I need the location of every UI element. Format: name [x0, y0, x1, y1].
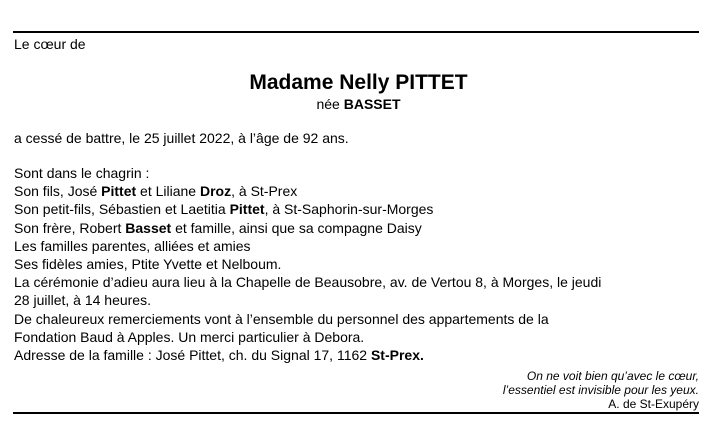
- mourner-grandson: Son petit-fils, Sébastien et Laetitia Pittet, à St-Saphorin-sur-Morges: [14, 201, 434, 218]
- mourner-friends: Ses fidèles amies, Ptite Yvette et Nelboum.: [14, 256, 282, 273]
- nee-prefix: née: [316, 96, 340, 112]
- ceremony-line-1: La cérémonie d’adieu aura lieu à la Chapelle de Beausobre, av. de Vertou 8, à Morges, le jeudi: [14, 274, 602, 291]
- maiden-name-line: [0, 95, 717, 113]
- thanks-line-2: Fondation Baud à Apples. Un merci particulier à Debora.: [14, 328, 365, 345]
- family-address: Adresse de la famille : José Pittet, ch. du Signal 17, 1162 St-Prex.: [14, 347, 424, 364]
- bottom-rule: [13, 412, 699, 414]
- maiden-name: BASSET: [343, 96, 401, 112]
- quote-block: [503, 369, 699, 411]
- death-announcement: a cessé de battre, le 25 juillet 2022, à l’âge de 92 ans.: [14, 130, 349, 146]
- quote-line-2: l’essentiel est invisible pour les yeux.: [502, 383, 699, 397]
- mourners-heading: Sont dans le chagrin :: [14, 165, 150, 181]
- deceased-name: Madame Nelly PITTET: [249, 71, 468, 94]
- mourner-brother: Son frère, Robert Basset et famille, ainsi que sa compagne Daisy: [14, 219, 422, 236]
- quote-line-1: On ne voit bien qu’avec le cœur,: [526, 369, 699, 383]
- quote-author: A. de St-Exupéry: [608, 397, 699, 411]
- intro-text: Le cœur de: [14, 36, 86, 52]
- mourner-families: Les familles parentes, alliées et amies: [14, 237, 251, 254]
- mourner-son: Son fils, José Pittet et Liliane Droz, à St-Prex: [14, 183, 298, 200]
- mourners-list: [14, 164, 704, 364]
- top-rule: [13, 31, 699, 33]
- thanks-line-1: De chaleureux remerciements vont à l’ensemble du personnel des appartements de la: [14, 310, 549, 327]
- ceremony-line-2: 28 juillet, à 14 heures.: [14, 292, 151, 309]
